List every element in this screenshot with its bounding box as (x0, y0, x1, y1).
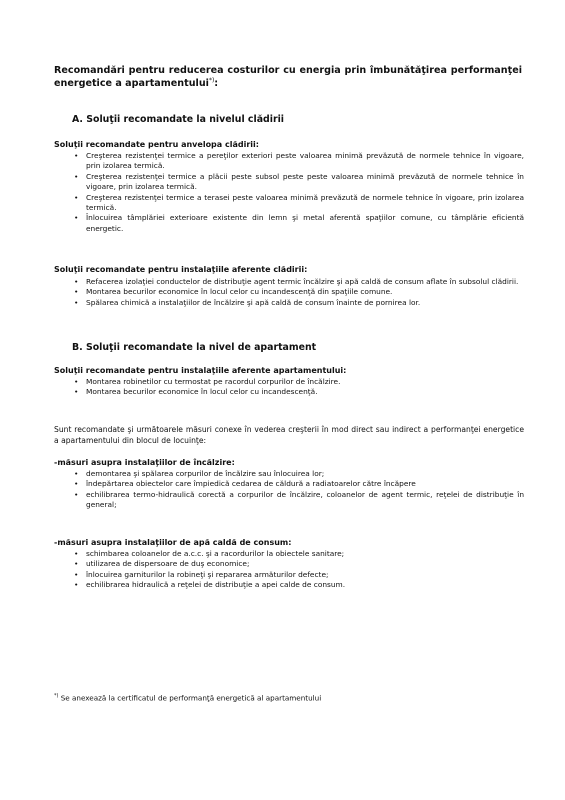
list-item: • Creşterea rezistenţei termice a pereţilor exteriori peste valoarea minimă prevăzută de normele tehnice în vigoare, prin izolarea termică. (54, 151, 524, 172)
list-item: • îndepărtarea obiectelor care împiedică cedarea de căldură a radiatoarelor către încăpere (54, 479, 524, 489)
heating-measures-subheading: -măsuri asupra instalaţiilor de încălzire: (54, 458, 235, 467)
title-footnote-mark: *) (208, 76, 215, 84)
envelope-list (54, 151, 524, 234)
apartment-installations-subheading: Soluţii recomandate pentru instalaţiile aferente apartamentului: (54, 366, 347, 375)
page-title: Recomandări pentru reducerea costurilor cu energia prin îmbunătăţirea performanţei energetice a apartamentului*): (54, 65, 522, 89)
envelope-subheading: Soluţii recomandate pentru anvelopa clădirii: (54, 140, 259, 149)
list-item: • înlocuirea garniturilor la robineţi şi repararea armăturilor defecte; (54, 570, 524, 580)
section-a-heading: A. Soluţii recomandate la nivelul clădirii (72, 114, 284, 125)
intro-paragraph: Sunt recomandate şi următoarele măsuri conexe în vederea creşterii în mod direct sau indirect a performanţei energetice a apartamentului din blocul de locuinţe: (54, 425, 524, 445)
building-installations-list (54, 277, 524, 308)
list-item: • Spălarea chimică a instalaţiilor de încălzire şi apă caldă de consum înainte de pornirea lor. (54, 298, 524, 308)
list-item: • Montarea becurilor economice în locul celor cu incandescenţă. (54, 387, 524, 397)
list-item: • utilizarea de dispersoare de duş economice; (54, 559, 524, 569)
building-installations-subheading: Soluţii recomandate pentru instalaţiile aferente clădirii: (54, 265, 308, 274)
list-item: • Creşterea rezistenţei termice a terasei peste valoarea minimă prevăzută de normele tehnice în vigoare, prin izolarea termică. (54, 193, 524, 214)
list-item: • schimbarea coloanelor de a.c.c. şi a racordurilor la obiectele sanitare; (54, 549, 524, 559)
list-item: • Montarea becurilor economice în locul celor cu incandescenţă din spaţiile comune. (54, 287, 524, 297)
apartment-installations-list (54, 377, 524, 398)
list-item: • echilibrarea hidraulică a reţelei de distribuţie a apei calde de consum. (54, 580, 524, 590)
section-b-heading: B. Soluţii recomandate la nivel de apartament (72, 342, 317, 353)
heating-measures-list (54, 469, 524, 511)
list-item: • Refacerea izolaţiei conductelor de distribuţie agent termic încălzire şi apă caldă de consum aflate în subsolul clădirii. (54, 277, 524, 287)
footnote-mark: *) (54, 693, 59, 699)
hot-water-measures-list (54, 549, 524, 591)
footnote: *) Se anexează la certificatul de performanţă energetică al apartamentului (54, 693, 322, 703)
list-item: • Creşterea rezistenţei termice a plăcii peste subsol peste peste valoarea minimă prevăzută de normele tehnice în vigoare, prin izolarea termică. (54, 172, 524, 193)
list-item: • Montarea robinetilor cu termostat pe racordul corpurilor de încălzire. (54, 377, 524, 387)
list-item: • Înlocuirea tâmplăriei exterioare existente din lemn şi metal aferentă spaţiilor comune, cu tâmplărie eficientă energetic. (54, 213, 524, 234)
list-item: • echilibrarea termo-hidraulică corectă a corpurilor de încălzire, coloanelor de agent termic, reţelei de distribuţie în general; (54, 490, 524, 511)
hot-water-measures-subheading: -măsuri asupra instalaţiilor de apă caldă de consum: (54, 538, 292, 547)
list-item: • demontarea şi spălarea corpurilor de încălzire sau înlocuirea lor; (54, 469, 524, 479)
